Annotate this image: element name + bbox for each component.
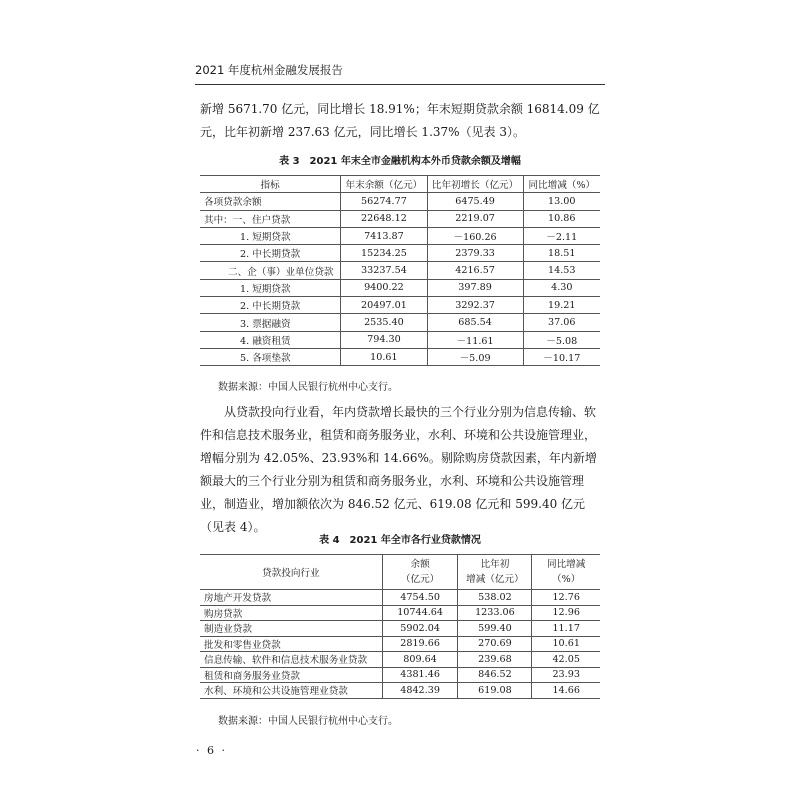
table-row [200,636,600,652]
row-label-cell: 批发和零售业贷款 [200,636,382,652]
row-label-cell: 信息传输、软件和信息技术服务业贷款 [200,652,382,668]
value-cell: 1233.06 [458,605,532,621]
table-header-row [200,176,600,193]
value-cell: 14.66 [532,683,600,699]
row-label-cell: 2. 中长期贷款 [200,245,341,262]
value-cell: 2819.66 [382,636,458,652]
row-label-cell: 租赁和商务服务业贷款 [200,667,382,683]
value-cell: 22648.12 [341,210,427,227]
row-label-cell: 二、企（事）业单位贷款 [200,262,341,279]
table4-industry-loans [200,554,600,699]
table-header-row [200,555,600,590]
value-cell: －10.17 [523,348,600,365]
value-cell: 9400.22 [341,279,427,296]
column-header: 年末余额（亿元） [341,176,427,193]
table-row [200,652,600,668]
table-row [200,227,600,244]
value-cell: 538.02 [458,590,532,606]
table-row [200,262,600,279]
table-row [200,331,600,348]
value-cell: －2.11 [523,227,600,244]
table-row [200,193,600,210]
row-label-cell: 其中：一、住户贷款 [200,210,341,227]
table3-title: 表 3 2021 年末全市金融机构本外币贷款余额及增幅 [279,156,521,167]
row-label-cell: 1. 短期贷款 [200,227,341,244]
value-cell: 619.08 [458,683,532,699]
row-label-cell: 4. 融资租赁 [200,331,341,348]
table-row [200,245,600,262]
value-cell: 15234.25 [341,245,427,262]
value-cell: 4.30 [523,279,600,296]
value-cell: 7413.87 [341,227,427,244]
value-cell: 2535.40 [341,314,427,331]
table-row [200,683,600,699]
table4-title: 表 4 2021 年全市各行业贷款情况 [319,535,481,546]
value-cell: 37.06 [523,314,600,331]
table-row [200,314,600,331]
page-number: · 6 · [196,744,227,757]
value-cell: －5.09 [427,348,523,365]
value-cell: 23.93 [532,667,600,683]
running-header: 2021 年度杭州金融发展报告 [195,62,605,85]
paragraph-industry-analysis: 从贷款投向行业看，年内贷款增长最快的三个行业分别为信息传输、软件和信息技术服务业，租赁和商务服务业，水利、环境和公共设施管理业，增幅分别为 42.05%、23.93%和 14.66%。剔除购房贷款因素，年内新增额最大的三个行业分别为租赁和商务服务业，水利、环境和公共设施管理业，制造业，增加额依次为 846.52 亿元、619.08 亿元和 599.40 亿元（见表 4）。 [200,405,597,534]
table4-source-note: 数据来源：中国人民银行杭州中心支行。 [218,716,398,727]
value-cell: 10744.64 [382,605,458,621]
value-cell: 12.76 [532,590,600,606]
value-cell: 2379.33 [427,245,523,262]
value-cell: 4216.57 [427,262,523,279]
row-label-cell: 各项贷款余额 [200,193,341,210]
row-label-cell: 5. 各项垫款 [200,348,341,365]
column-header: 比年初 增减（亿元） [458,555,532,590]
column-header: 同比增减（%） [523,176,600,193]
value-cell: 14.53 [523,262,600,279]
table-row [200,621,600,637]
value-cell: 18.51 [523,245,600,262]
value-cell: －160.26 [427,227,523,244]
table-row [200,279,600,296]
column-header: 贷款投向行业 [200,555,382,590]
row-label-cell: 1. 短期贷款 [200,279,341,296]
table-row [200,210,600,227]
value-cell: 4842.39 [382,683,458,699]
column-header: 比年初增长（亿元） [427,176,523,193]
value-cell: 10.61 [341,348,427,365]
paragraph-loans-growth: 新增 5671.70 亿元，同比增长 18.91%；年末短期贷款余额 16814.09 亿元，比年初新增 237.63 亿元，同比增长 1.37%（见表 3）。 [200,102,600,139]
value-cell: 3292.37 [427,297,523,314]
value-cell: 4381.46 [382,667,458,683]
value-cell: 5902.04 [382,621,458,637]
value-cell: －5.08 [523,331,600,348]
row-label-cell: 2. 中长期贷款 [200,297,341,314]
row-label-cell: 购房贷款 [200,605,382,621]
value-cell: 20497.01 [341,297,427,314]
value-cell: 685.54 [427,314,523,331]
table3-source-note: 数据来源：中国人民银行杭州中心支行。 [218,382,398,393]
value-cell: 239.68 [458,652,532,668]
column-header: 余额 （亿元） [382,555,458,590]
value-cell: 2219.07 [427,210,523,227]
value-cell: －11.61 [427,331,523,348]
table-row [200,667,600,683]
table-row [200,605,600,621]
value-cell: 19.21 [523,297,600,314]
column-header: 指标 [200,176,341,193]
value-cell: 599.40 [458,621,532,637]
row-label-cell: 房地产开发贷款 [200,590,382,606]
value-cell: 794.30 [341,331,427,348]
table-row [200,348,600,365]
value-cell: 809.64 [382,652,458,668]
value-cell: 6475.49 [427,193,523,210]
value-cell: 11.17 [532,621,600,637]
value-cell: 397.89 [427,279,523,296]
value-cell: 270.69 [458,636,532,652]
row-label-cell: 制造业贷款 [200,621,382,637]
value-cell: 10.61 [532,636,600,652]
table-row [200,590,600,606]
value-cell: 33237.54 [341,262,427,279]
value-cell: 846.52 [458,667,532,683]
value-cell: 56274.77 [341,193,427,210]
row-label-cell: 3. 票据融资 [200,314,341,331]
column-header: 同比增减 （%） [532,555,600,590]
value-cell: 4754.50 [382,590,458,606]
table3-loan-balance [200,175,600,366]
value-cell: 42.05 [532,652,600,668]
value-cell: 10.86 [523,210,600,227]
value-cell: 13.00 [523,193,600,210]
value-cell: 12.96 [532,605,600,621]
table-row [200,297,600,314]
row-label-cell: 水利、环境和公共设施管理业贷款 [200,683,382,699]
